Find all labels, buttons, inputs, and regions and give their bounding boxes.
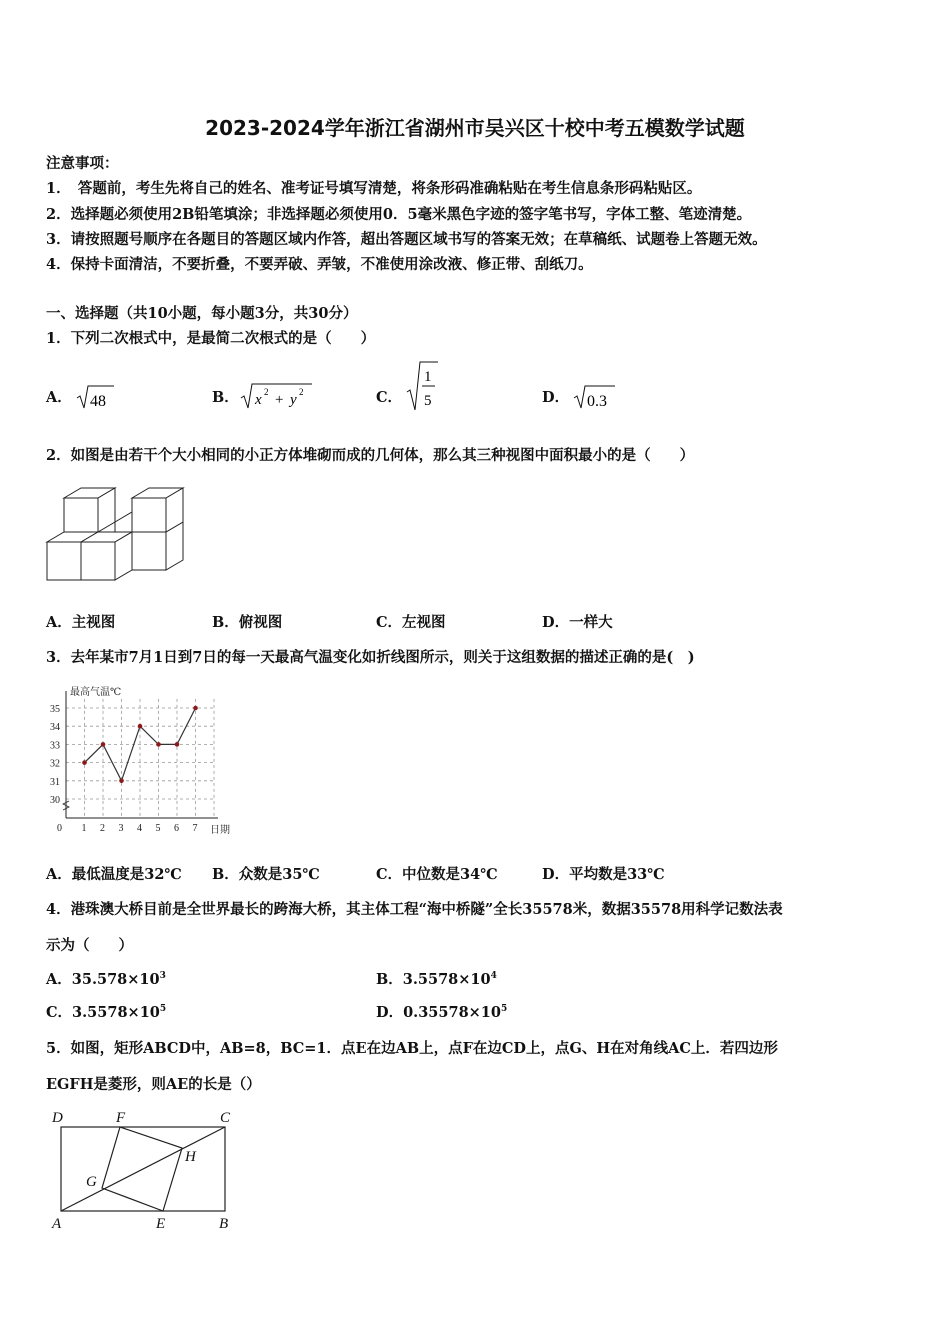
data-point: [175, 742, 180, 747]
x-tick-label: 7: [192, 823, 198, 834]
x-tick-label: 5: [155, 823, 161, 834]
q1-option-c-radical: [406, 358, 442, 414]
x-tick-label: 3: [118, 823, 124, 834]
y-tick-label: 34: [50, 722, 60, 734]
label-f: F: [116, 1110, 126, 1126]
q1-option-b-radical: [240, 378, 316, 412]
q1-a-radicand: 48: [90, 393, 106, 410]
q1-c-numerator: 1: [424, 369, 432, 385]
q1-option-a-radical: [76, 380, 116, 412]
y-tick-label: 32: [50, 758, 60, 770]
q5-stem-line-2: EGFH是菱形，则AE的长是（）: [46, 1076, 261, 1093]
q4-option-b: B．$3.5578\times 10^4$: [376, 971, 497, 988]
notice-item-4: 4．保持卡面清洁，不要折叠，不要弄破、弄皱，不准使用涂改液、修正带、刮纸刀。: [46, 256, 593, 273]
q1-stem: 1．下列二次根式中，是最简二次根式的是（ ）: [46, 330, 376, 347]
q3-stem: 3．去年某市7月1日到7日的每一天最高气温变化如折线图所示，则关于这组数据的描述正确的是( ): [46, 649, 695, 666]
label-h: H: [185, 1149, 196, 1165]
q2-cube-figure: [44, 484, 186, 584]
q5-rectangle-figure: [46, 1104, 246, 1234]
page-title: 2023-2024学年浙江省湖州市吴兴区十校中考五模数学试题: [205, 116, 745, 140]
label-d: D: [52, 1110, 63, 1126]
q3-option-b: B．众数是35℃: [212, 866, 320, 883]
y-tick-label: 31: [50, 776, 60, 788]
notice-item-3: 3．请按照题号顺序在各题目的答题区域内作答，超出答题区域书写的答案无效；在草稿纸、试题卷上答题无效。: [46, 231, 767, 248]
label-a: A: [52, 1216, 62, 1232]
q4-stem-line-2: 示为（ ）: [46, 937, 133, 954]
y-tick-label: 35: [50, 704, 60, 715]
q2-option-c: C．左视图: [376, 614, 446, 631]
q4-option-a: A．$35.578\times 10^3$: [46, 971, 166, 988]
q4-option-c: C．$3.5578\times 10^5$: [46, 1004, 167, 1021]
x-tick-label: 6: [174, 823, 179, 834]
q1-b-plus: +: [275, 392, 284, 408]
data-point: [119, 779, 124, 784]
q1-d-radicand: 0.3: [587, 393, 607, 410]
x-tick-label: 1: [81, 823, 87, 834]
label-g: G: [86, 1174, 97, 1190]
q3-option-d: D．平均数是33℃: [542, 866, 665, 883]
q3-line-chart: [46, 683, 242, 839]
q1-b-x: x: [255, 392, 262, 408]
q1-b-exp-1: 2: [264, 387, 269, 397]
x-axis-title: 日期: [210, 825, 230, 836]
data-point: [101, 742, 106, 747]
label-e: E: [156, 1216, 166, 1232]
label-c: C: [220, 1110, 231, 1126]
q1-option-d-radical: [573, 380, 617, 412]
data-point: [156, 742, 161, 747]
y-tick-label: 30: [50, 795, 60, 806]
q2-option-a: A．主视图: [46, 614, 116, 631]
x-tick-label: 2: [100, 823, 105, 834]
notice-item-2: 2．选择题必须使用2B铅笔填涂；非选择题必须使用0．5毫米黑色字迹的签字笔书写，字体工整、笔迹清楚。: [46, 206, 752, 223]
y-axis-title: 最高气温℃: [70, 687, 122, 698]
q1-option-b-label: B．: [212, 389, 239, 406]
q3-option-a: A．最低温度是32℃: [46, 866, 182, 883]
x-tick-label: 0: [57, 823, 62, 834]
y-tick-label: 33: [50, 740, 60, 752]
data-point: [82, 760, 87, 765]
q5-stem-line-1: 5．如图，矩形ABCD中，AB=8，BC=1．点E在边AB上，点F在边CD上，点G、H在对角线AC上．若四边形: [46, 1040, 778, 1057]
q1-c-denominator: 5: [424, 393, 432, 409]
label-b: B: [219, 1216, 229, 1232]
q2-stem: 2．如图是由若干个大小相同的小正方体堆砌而成的几何体，那么其三种视图中面积最小的是（ ）: [46, 447, 695, 464]
axis-break: [63, 801, 69, 810]
q1-option-d-label: D．: [542, 389, 570, 406]
section-heading: 一、选择题（共10小题，每小题3分，共30分）: [46, 305, 358, 322]
q1-b-y: y: [290, 392, 297, 408]
data-point: [138, 724, 143, 729]
q4-stem-line-1: 4．港珠澳大桥目前是全世界最长的跨海大桥，其主体工程“海中桥隧”全长35578米，数据35578用科学记数法表: [46, 901, 783, 918]
q1-option-a-label: A．: [46, 389, 72, 406]
x-tick-label: 4: [137, 823, 142, 834]
q3-option-c: C．中位数是34℃: [376, 866, 498, 883]
notice-item-1: 1． 答题前，考生先将自己的姓名、准考证号填写清楚，将条形码准确粘贴在考生信息条形码粘贴区。: [46, 180, 702, 197]
data-point: [193, 706, 198, 711]
q4-option-d: D．$0.35578\times 10^5$: [376, 1004, 508, 1021]
q2-option-b: B．俯视图: [212, 614, 283, 631]
q1-b-exp-2: 2: [299, 387, 304, 397]
q1-option-c-label: C．: [376, 389, 403, 406]
notice-heading: 注意事项：: [46, 155, 119, 172]
q2-option-d: D．一样大: [542, 614, 613, 631]
